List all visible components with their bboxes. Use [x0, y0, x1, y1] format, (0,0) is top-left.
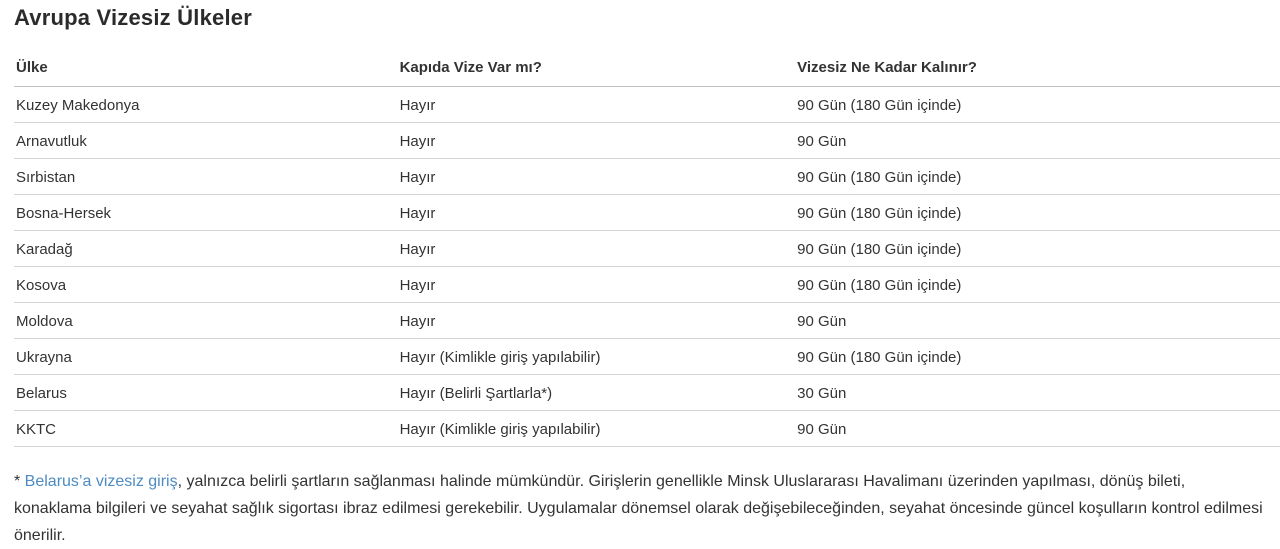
- table-row: [14, 159, 1280, 195]
- table-row: [14, 123, 1280, 159]
- cell-stay-duration: 90 Gün (180 Gün içinde): [795, 267, 1280, 303]
- cell-visa-on-arrival: Hayır: [398, 303, 796, 339]
- header-row: [14, 57, 1280, 87]
- belarus-visa-free-link[interactable]: Belarus’a vizesiz giriş: [24, 473, 178, 490]
- cell-country: Kuzey Makedonya: [14, 87, 398, 123]
- cell-stay-duration: 90 Gün (180 Gün içinde): [795, 339, 1280, 375]
- cell-country: Sırbistan: [14, 159, 398, 195]
- cell-visa-on-arrival: Hayır (Belirli Şartlarla*): [398, 375, 796, 411]
- cell-stay-duration: 90 Gün: [795, 303, 1280, 339]
- table-row: [14, 231, 1280, 267]
- cell-stay-duration: 90 Gün (180 Gün içinde): [795, 87, 1280, 123]
- cell-country: Kosova: [14, 267, 398, 303]
- cell-country: Bosna-Hersek: [14, 195, 398, 231]
- cell-visa-on-arrival: Hayır (Kimlikle giriş yapılabilir): [398, 339, 796, 375]
- page-title: Avrupa Vizesiz Ülkeler: [14, 5, 252, 30]
- cell-visa-on-arrival: Hayır: [398, 87, 796, 123]
- cell-visa-on-arrival: Hayır: [398, 267, 796, 303]
- cell-visa-on-arrival: Hayır: [398, 231, 796, 267]
- cell-visa-on-arrival: Hayır: [398, 159, 796, 195]
- cell-visa-on-arrival: Hayır: [398, 123, 796, 159]
- cell-stay-duration: 90 Gün (180 Gün içinde): [795, 159, 1280, 195]
- cell-visa-on-arrival: Hayır (Kimlikle giriş yapılabilir): [398, 411, 796, 447]
- cell-stay-duration: 90 Gün: [795, 123, 1280, 159]
- cell-country: KKTC: [14, 411, 398, 447]
- cell-country: Karadağ: [14, 231, 398, 267]
- footnote: [14, 468, 1266, 549]
- table-row: [14, 375, 1280, 411]
- table-row: [14, 411, 1280, 447]
- table-row: [14, 87, 1280, 123]
- table-row: [14, 195, 1280, 231]
- table-header: [14, 57, 1280, 87]
- table-row: [14, 303, 1280, 339]
- cell-stay-duration: 90 Gün (180 Gün içinde): [795, 195, 1280, 231]
- table-body: [14, 87, 1280, 447]
- footnote-marker: *: [14, 473, 25, 490]
- table-row: [14, 339, 1280, 375]
- cell-country: Moldova: [14, 303, 398, 339]
- cell-country: Arnavutluk: [14, 123, 398, 159]
- cell-stay-duration: 30 Gün: [795, 375, 1280, 411]
- table-row: [14, 267, 1280, 303]
- column-header-stay-duration: Vizesiz Ne Kadar Kalınır?: [795, 57, 1280, 87]
- cell-country: Ukrayna: [14, 339, 398, 375]
- cell-stay-duration: 90 Gün: [795, 411, 1280, 447]
- column-header-country: Ülke: [14, 57, 398, 87]
- cell-stay-duration: 90 Gün (180 Gün içinde): [795, 231, 1280, 267]
- cell-country: Belarus: [14, 375, 398, 411]
- column-header-visa-on-arrival: Kapıda Vize Var mı?: [398, 57, 796, 87]
- visa-free-countries-table: [14, 57, 1280, 447]
- cell-visa-on-arrival: Hayır: [398, 195, 796, 231]
- footnote-text: , yalnızca belirli şartların sağlanması halinde mümkündür. Girişlerin genellikle Minsk Uluslararası Havalimanı üzerinden yapılması, dönüş bileti, konaklama bilgileri ve seyahat sağlık sigortası ibraz edilmesi gerekebilir. Uygulamalar dönemsel olarak değişebileceğinden, seyahat öncesinde güncel koşulların kontrol edilmesi önerilir.: [14, 473, 1263, 544]
